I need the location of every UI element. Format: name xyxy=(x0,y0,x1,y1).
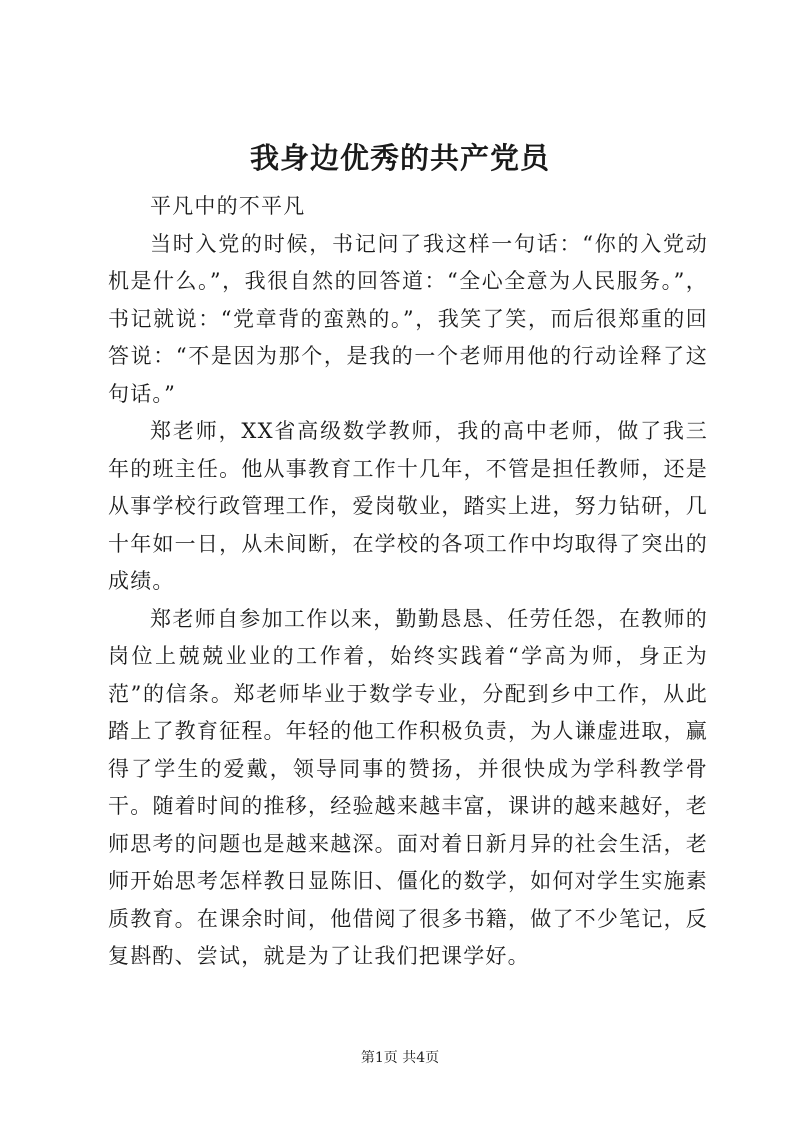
page-footer: 第1页 共4页 xyxy=(360,1050,440,1066)
document-body xyxy=(108,188,708,976)
body-paragraph-2: 郑老师，XX省高级数学教师，我的高中老师，做了我三年的班主任。他从事教育工作十几年，不管是担任教师，还是从事学校行政管理工作，爱岗敬业，踏实上进，努力钻研，几十年如一日，从未间断，在学校的各项工作中均取得了突出的成绩。 xyxy=(108,419,708,593)
document-title: 我身边优秀的共产党员 xyxy=(249,141,550,175)
subtitle-paragraph: 平凡中的不平凡 xyxy=(150,194,306,218)
body-paragraph-3: 郑老师自参加工作以来，勤勤恳恳、任劳任怨，在教师的岗位上兢兢业业的工作着，始终实践着“学高为师，身正为范”的信条。郑老师毕业于数学专业，分配到乡中工作，从此踏上了教育征程。年轻的他工作积极负责，为人谦虚进取，赢得了学生的爱戴，领导同事的赞扬，并很快成为学科教学骨干。随着时间的推移，经验越来越丰富，课讲的越来越好，老师思考的问题也是越来越深。面对着日新月异的社会生活，老师开始思考怎样教日显陈旧、僵化的数学，如何对学生实施素质教育。在课余时间，他借阅了很多书籍，做了不少笔记，反复斟酌、尝试，就是为了让我们把课学好。 xyxy=(108,606,708,968)
body-paragraph-1: 当时入党的时候，书记问了我这样一句话：“你的入党动机是什么。”，我很自然的回答道：“全心全意为人民服务。”，书记就说：“党章背的蛮熟的。”，我笑了笑，而后很郑重的回答说：“不是因为那个，是我的一个老师用他的行动诠释了这句话。” xyxy=(108,231,708,406)
